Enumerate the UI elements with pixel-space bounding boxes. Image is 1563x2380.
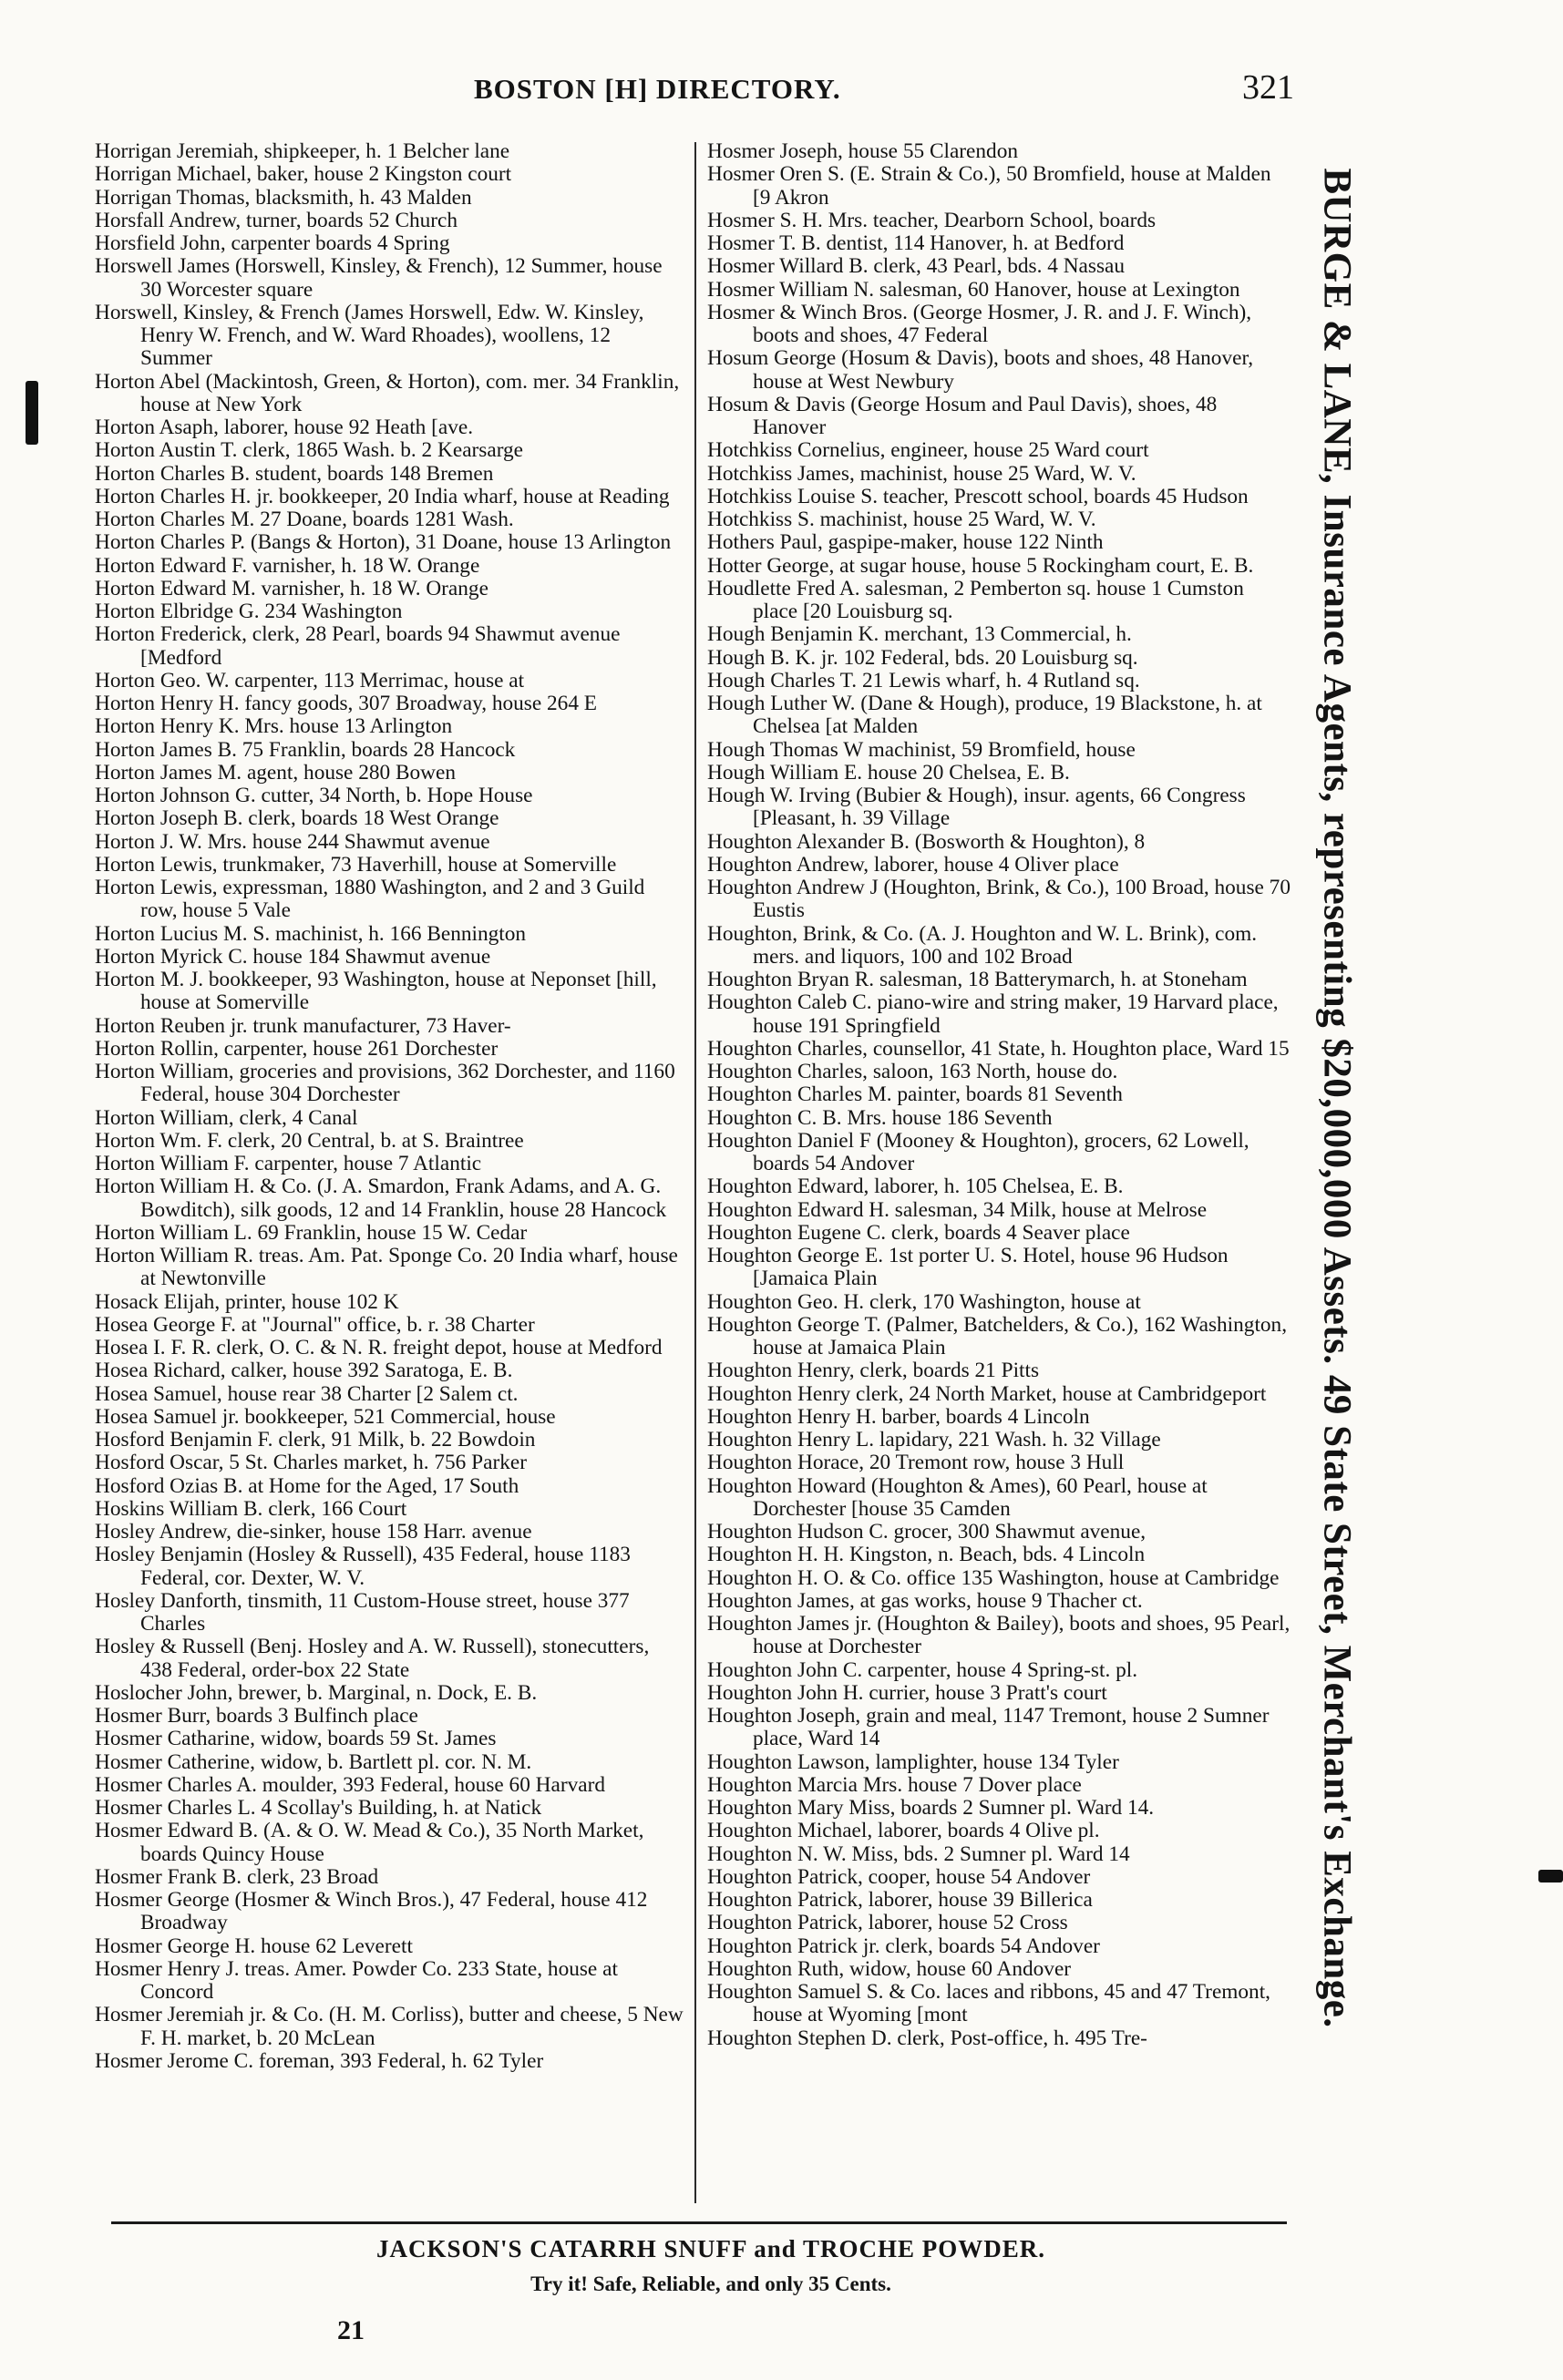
directory-entry: Hosea Samuel, house rear 38 Charter [2 Salem ct. bbox=[95, 1381, 519, 1406]
directory-entry: Houghton H. H. Kingston, n. Beach, bds. 4 Lincoln bbox=[707, 1543, 1146, 1567]
directory-entry: Hough Benjamin K. merchant, 13 Commercial, h. bbox=[707, 622, 1132, 647]
directory-entry: Hosford Oscar, 5 St. Charles market, h. 756 Parker bbox=[95, 1451, 527, 1475]
directory-entry: Hosley Benjamin (Hosley & Russell), 435 Federal, house 1183 Federal, cor. Dexter, W. V. bbox=[95, 1543, 631, 1590]
directory-entry: Hough William E. house 20 Chelsea, E. B. bbox=[707, 760, 1070, 785]
directory-entry: Hosmer Jerome C. foreman, 393 Federal, h. 62 Tyler bbox=[95, 2048, 544, 2073]
directory-entry: Horton Wm. F. clerk, 20 Central, b. at S. Braintree bbox=[95, 1128, 524, 1153]
directory-entry: Hosmer Charles A. moulder, 393 Federal, house 60 Harvard bbox=[95, 1772, 606, 1797]
directory-entry: Hosmer Henry J. treas. Amer. Powder Co. 233 State, house at Concord bbox=[95, 1956, 618, 2004]
directory-entry: Horton William R. treas. Am. Pat. Sponge Co. 20 India wharf, house at Newtonville bbox=[95, 1244, 678, 1291]
directory-entry: Houghton Patrick, laborer, house 52 Cross bbox=[707, 1911, 1068, 1935]
directory-entry: Houghton Daniel F (Mooney & Houghton), grocers, 62 Lowell, boards 54 Andover bbox=[707, 1128, 1249, 1175]
directory-entry: Hosack Elijah, printer, house 102 K bbox=[95, 1289, 399, 1314]
directory-entry: Houdlette Fred A. salesman, 2 Pemberton sq. house 1 Cumston place [20 Louisburg sq. bbox=[707, 576, 1244, 623]
directory-entry: Horton Charles B. student, boards 148 Bremen bbox=[95, 461, 494, 486]
directory-entry: Horswell, Kinsley, & French (James Horswell, Edw. W. Kinsley, Henry W. French, and W. Ward Rhoades), woollens, 12 Summer bbox=[95, 300, 644, 371]
directory-entry: Hotchkiss James, machinist, house 25 Ward, W. V. bbox=[707, 461, 1136, 486]
directory-entry: Hosmer S. H. Mrs. teacher, Dearborn School, boards bbox=[707, 208, 1157, 232]
directory-entry: Houghton Ruth, widow, house 60 Andover bbox=[707, 1956, 1072, 1981]
directory-entry: Houghton Patrick, cooper, house 54 Andover bbox=[707, 1864, 1091, 1889]
directory-entry: Hotchkiss Louise S. teacher, Prescott school, boards 45 Hudson bbox=[707, 484, 1249, 508]
directory-entry: Horrigan Jeremiah, shipkeeper, h. 1 Belcher lane bbox=[95, 139, 510, 163]
directory-entry: Horton Asaph, laborer, house 92 Heath [ave. bbox=[95, 415, 474, 439]
directory-entry: Horton James B. 75 Franklin, boards 28 Hancock bbox=[95, 737, 516, 762]
directory-entry: Hotchkiss S. machinist, house 25 Ward, W. V. bbox=[707, 508, 1096, 531]
directory-entry: Hosea George F. at "Journal" office, b. r. 38 Charter bbox=[95, 1312, 535, 1337]
directory-entry: Horton Abel (Mackintosh, Green, & Horton), com. mer. 34 Franklin, house at New York bbox=[95, 369, 680, 416]
directory-entry: Horton Lewis, expressman, 1880 Washington, and 2 and 3 Guild row, house 5 Vale bbox=[95, 876, 645, 923]
directory-entry: Horton M. J. bookkeeper, 93 Washington, house at Neponset [hill, house at Somerville bbox=[95, 968, 657, 1015]
directory-entry: Houghton Samuel S. & Co. laces and ribbons, 45 and 47 Tremont, house at Wyoming [mont bbox=[707, 1980, 1270, 2027]
directory-entry: Hosley Danforth, tinsmith, 11 Custom-House street, house 377 Charles bbox=[95, 1588, 630, 1636]
directory-entry: Houghton George E. 1st porter U. S. Hotel, house 96 Hudson [Jamaica Plain bbox=[707, 1244, 1229, 1291]
directory-entry: Horton Lewis, trunkmaker, 73 Haverhill, house at Somerville bbox=[95, 852, 617, 877]
directory-entry: Horton Joseph B. clerk, boards 18 West Orange bbox=[95, 806, 499, 831]
directory-entry: Hosea Richard, calker, house 392 Saratoga, E. B. bbox=[95, 1359, 513, 1383]
directory-entry: Hotchkiss Cornelius, engineer, house 25 Ward court bbox=[707, 438, 1149, 463]
directory-entry: Horton Henry H. fancy goods, 307 Broadway, house 264 E bbox=[95, 692, 598, 715]
directory-entry: Houghton N. W. Miss, bds. 2 Sumner pl. Ward 14 bbox=[707, 1841, 1130, 1866]
directory-entry: Hosmer Frank B. clerk, 23 Broad bbox=[95, 1864, 379, 1889]
directory-entry: Houghton Horace, 20 Tremont row, house 3 Hull bbox=[707, 1451, 1125, 1475]
directory-entry: Houghton Bryan R. salesman, 18 Batterymarch, h. at Stoneham bbox=[707, 968, 1248, 991]
column-divider bbox=[694, 142, 696, 2203]
directory-entry: Horton Rollin, carpenter, house 261 Dorchester bbox=[95, 1036, 499, 1061]
directory-entry: Houghton Patrick jr. clerk, boards 54 Andover bbox=[707, 1934, 1100, 1958]
directory-entry: Houghton Lawson, lamplighter, house 134 Tyler bbox=[707, 1749, 1119, 1774]
directory-entry: Houghton Joseph, grain and meal, 1147 Tremont, house 2 Sumner place, Ward 14 bbox=[707, 1704, 1270, 1751]
directory-entry: Horton Charles M. 27 Doane, boards 1281 Wash. bbox=[95, 508, 514, 531]
directory-entry: Houghton Alexander B. (Bosworth & Houghton), 8 bbox=[707, 829, 1146, 854]
directory-entry: Horsfall Andrew, turner, boards 52 Church bbox=[95, 208, 458, 232]
directory-entry: Hough Charles T. 21 Lewis wharf, h. 4 Rutland sq. bbox=[707, 668, 1140, 692]
signature-mark: 21 bbox=[337, 2315, 365, 2345]
directory-entry: Hosmer George (Hosmer & Winch Bros.), 47 Federal, house 412 Broadway bbox=[95, 1888, 648, 1935]
right-column bbox=[707, 140, 1291, 2050]
directory-entry: Hosea Samuel jr. bookkeeper, 521 Commercial, house bbox=[95, 1404, 556, 1429]
directory-entry: Horton William, clerk, 4 Canal bbox=[95, 1105, 358, 1130]
footer-advertisement-line-1: JACKSON'S CATARRH SNUFF and TROCHE POWDER. bbox=[375, 2235, 1046, 2262]
directory-entry: Horton Lucius M. S. machinist, h. 166 Bennington bbox=[95, 921, 527, 946]
directory-entry: Houghton Patrick, laborer, house 39 Billerica bbox=[707, 1888, 1093, 1912]
page-title: BOSTON [H] DIRECTORY. bbox=[474, 73, 841, 105]
directory-entry: Horton Myrick C. house 184 Shawmut avenue bbox=[95, 944, 491, 969]
directory-entry: Houghton Andrew J (Houghton, Brink, & Co.), 100 Broad, house 70 Eustis bbox=[707, 876, 1291, 923]
directory-entry: Houghton, Brink, & Co. (A. J. Houghton and W. L. Brink), com. mers. and liquors, 100 and 102 Broad bbox=[707, 921, 1258, 969]
directory-entry: Houghton Marcia Mrs. house 7 Dover place bbox=[707, 1772, 1082, 1797]
directory-entry: Horton Charles H. jr. bookkeeper, 20 India wharf, house at Reading bbox=[95, 484, 670, 508]
directory-entry: Horton Johnson G. cutter, 34 North, b. Hope House bbox=[95, 784, 533, 807]
directory-entry: Houghton Charles, saloon, 163 North, house do. bbox=[707, 1060, 1118, 1083]
directory-entry: Houghton Andrew, laborer, house 4 Oliver place bbox=[707, 852, 1119, 877]
sidebar-advertisement-text: BURGE & LANE, Insurance Agents, representing $20,000,000 Assets. 49 State Street, Merchant's Exchange. bbox=[1315, 168, 1359, 2028]
directory-entry: Hosley Andrew, die-sinker, house 158 Harr. avenue bbox=[95, 1520, 532, 1544]
directory-entry: Horton William L. 69 Franklin, house 15 W. Cedar bbox=[95, 1220, 528, 1245]
directory-entry: Horrigan Michael, baker, house 2 Kingston court bbox=[95, 162, 512, 187]
directory-entry: Horton William H. & Co. (J. A. Smardon, Frank Adams, and A. G. Bowditch), silk goods, 12 and 14 Franklin, house 28 Hancock bbox=[95, 1175, 667, 1222]
directory-entry: Hotter George, at sugar house, house 5 Rockingham court, E. B. bbox=[707, 553, 1254, 578]
directory-entry: Houghton Edward, laborer, h. 105 Chelsea, E. B. bbox=[707, 1175, 1124, 1199]
directory-entry: Hosmer Burr, boards 3 Bulfinch place bbox=[95, 1704, 418, 1728]
directory-entry: Hosmer Charles L. 4 Scollay's Building, h. at Natick bbox=[95, 1796, 542, 1820]
directory-entry: Hosmer Joseph, house 55 Clarendon bbox=[707, 139, 1018, 163]
directory-entry: Houghton George T. (Palmer, Batchelders, & Co.), 162 Washington, house at Jamaica Plain bbox=[707, 1312, 1288, 1359]
directory-entry: Hosford Benjamin F. clerk, 91 Milk, b. 22 Bowdoin bbox=[95, 1428, 536, 1452]
directory-entry: Horton J. W. Mrs. house 244 Shawmut avenue bbox=[95, 829, 490, 854]
directory-entry: Houghton Edward H. salesman, 34 Milk, house at Melrose bbox=[707, 1197, 1208, 1222]
margin-mark-right bbox=[1538, 1870, 1563, 1882]
directory-entry: Houghton John H. currier, house 3 Pratt's court bbox=[707, 1680, 1107, 1705]
directory-entry: Houghton Mary Miss, boards 2 Sumner pl. Ward 14. bbox=[707, 1796, 1155, 1820]
directory-entry: Hoslocher John, brewer, b. Marginal, n. Dock, E. B. bbox=[95, 1680, 538, 1705]
directory-entry: Hough Luther W. (Dane & Hough), produce, 19 Blackstone, h. at Chelsea [at Malden bbox=[707, 692, 1262, 739]
directory-entry: Houghton Henry, clerk, boards 21 Pitts bbox=[707, 1359, 1040, 1383]
directory-entry: Hosmer George H. house 62 Leverett bbox=[95, 1934, 413, 1958]
directory-entry: Horton William F. carpenter, house 7 Atlantic bbox=[95, 1152, 482, 1175]
margin-mark-left bbox=[26, 381, 38, 445]
directory-entry: Hosmer Oren S. (E. Strain & Co.), 50 Bromfield, house at Malden [9 Akron bbox=[707, 162, 1271, 210]
directory-entry: Horton Geo. W. carpenter, 113 Merrimac, house at bbox=[95, 668, 525, 692]
directory-entry: Houghton James jr. (Houghton & Bailey), boots and shoes, 95 Pearl, house at Dorchester bbox=[707, 1612, 1291, 1659]
footer-rule bbox=[111, 2221, 1287, 2224]
directory-entry: Houghton James, at gas works, house 9 Thacher ct. bbox=[707, 1588, 1143, 1613]
left-column bbox=[95, 140, 685, 2073]
directory-entry: Hosmer Edward B. (A. & O. W. Mead & Co.), 35 North Market, boards Quincy House bbox=[95, 1819, 644, 1866]
directory-entry: Hosmer T. B. dentist, 114 Hanover, h. at Bedford bbox=[707, 231, 1125, 255]
directory-entry: Hosum & Davis (George Hosum and Paul Davis), shoes, 48 Hanover bbox=[707, 392, 1218, 439]
directory-entry: Horton James M. agent, house 280 Bowen bbox=[95, 760, 456, 785]
directory-entry: Hosmer & Winch Bros. (George Hosmer, J. R. and J. F. Winch), boots and shoes, 47 Federal bbox=[707, 300, 1252, 347]
directory-entry: Houghton Caleb C. piano-wire and string maker, 19 Harvard place, house 191 Springfield bbox=[707, 990, 1279, 1038]
directory-entry: Horton Edward M. varnisher, h. 18 W. Orange bbox=[95, 576, 488, 600]
directory-entry: Houghton C. B. Mrs. house 186 Seventh bbox=[707, 1105, 1053, 1130]
directory-entry: Horton Frederick, clerk, 28 Pearl, boards 94 Shawmut avenue [Medford bbox=[95, 622, 621, 670]
directory-entry: Horrigan Thomas, blacksmith, h. 43 Malden bbox=[95, 185, 472, 210]
directory-entry: Hosley & Russell (Benj. Hosley and A. W. Russell), stonecutters, 438 Federal, order-box 22 State bbox=[95, 1635, 650, 1682]
directory-entry: Houghton Henry H. barber, boards 4 Lincoln bbox=[707, 1404, 1090, 1429]
directory-entry: Houghton Geo. H. clerk, 170 Washington, house at bbox=[707, 1289, 1141, 1314]
directory-entry: Horsfield John, carpenter boards 4 Spring bbox=[95, 231, 450, 255]
page-number: 321 bbox=[1242, 68, 1294, 107]
directory-entry: Houghton Michael, laborer, boards 4 Olive pl. bbox=[707, 1819, 1100, 1843]
directory-entry: Houghton Henry clerk, 24 North Market, house at Cambridgeport bbox=[707, 1381, 1267, 1406]
directory-entry: Houghton Charles M. painter, boards 81 Seventh bbox=[707, 1082, 1123, 1107]
directory-entry: Hoskins William B. clerk, 166 Court bbox=[95, 1496, 407, 1521]
directory-entry: Horton Austin T. clerk, 1865 Wash. b. 2 Kearsarge bbox=[95, 438, 524, 463]
directory-entry: Horton Reuben jr. trunk manufacturer, 73 Haver- bbox=[95, 1013, 511, 1038]
directory-entry: Hothers Paul, gaspipe-maker, house 122 Ninth bbox=[707, 530, 1104, 555]
directory-entry: Houghton Stephen D. clerk, Post-office, h. 495 Tre- bbox=[707, 2026, 1147, 2050]
directory-entry: Hough Thomas W machinist, 59 Bromfield, house bbox=[707, 737, 1136, 762]
directory-entry: Houghton Henry L. lapidary, 221 Wash. h. 32 Village bbox=[707, 1428, 1161, 1452]
directory-entry: Houghton Charles, counsellor, 41 State, h. Houghton place, Ward 15 bbox=[707, 1036, 1290, 1061]
directory-entry: Houghton Eugene C. clerk, boards 4 Seaver place bbox=[707, 1220, 1130, 1245]
directory-entry: Horton Elbridge G. 234 Washington bbox=[95, 600, 403, 623]
directory-entry: Hosea I. F. R. clerk, O. C. & N. R. freight depot, house at Medford bbox=[95, 1336, 663, 1359]
directory-entry: Hosmer Catherine, widow, b. Bartlett pl. cor. N. M. bbox=[95, 1749, 532, 1774]
directory-entry: Hosum George (Hosum & Davis), boots and shoes, 48 Hanover, house at West Newbury bbox=[707, 346, 1254, 394]
sidebar-advertisement bbox=[1305, 168, 1369, 2028]
footer-advertisement-line-2: Try it! Safe, Reliable, and only 35 Cents. bbox=[530, 2272, 891, 2295]
directory-entry: Hosmer William N. salesman, 60 Hanover, house at Lexington bbox=[707, 277, 1240, 302]
directory-entry: Horton Henry K. Mrs. house 13 Arlington bbox=[95, 714, 453, 739]
directory-entry: Houghton Hudson C. grocer, 300 Shawmut avenue, bbox=[707, 1520, 1147, 1544]
directory-entry: Houghton John C. carpenter, house 4 Spring-st. pl. bbox=[707, 1657, 1138, 1682]
directory-entry: Hosford Ozias B. at Home for the Aged, 17 South bbox=[95, 1473, 519, 1498]
directory-entry: Hosmer Willard B. clerk, 43 Pearl, bds. 4 Nassau bbox=[707, 254, 1126, 279]
page-header bbox=[474, 68, 1294, 124]
directory-entry: Hough B. K. jr. 102 Federal, bds. 20 Louisburg sq. bbox=[707, 645, 1138, 670]
directory-entry: Horton Edward F. varnisher, h. 18 W. Orange bbox=[95, 553, 480, 578]
directory-entry: Hough W. Irving (Bubier & Hough), insur. agents, 66 Congress [Pleasant, h. 39 Village bbox=[707, 784, 1246, 831]
directory-entry: Horton Charles P. (Bangs & Horton), 31 Doane, house 13 Arlington bbox=[95, 530, 672, 555]
directory-entry: Hosmer Jeremiah jr. & Co. (H. M. Corliss), butter and cheese, 5 New F. H. market, b. 20 McLean bbox=[95, 2003, 684, 2050]
directory-entry: Horton William, groceries and provisions, 362 Dorchester, and 1160 Federal, house 304 Dorchester bbox=[95, 1060, 675, 1107]
directory-entry: Horswell James (Horswell, Kinsley, & French), 12 Summer, house 30 Worcester square bbox=[95, 254, 663, 302]
directory-entry: Houghton Howard (Houghton & Ames), 60 Pearl, house at Dorchester [house 35 Camden bbox=[707, 1473, 1208, 1521]
directory-entry: Houghton H. O. & Co. office 135 Washington, house at Cambridge bbox=[707, 1565, 1280, 1590]
directory-entry: Hosmer Catharine, widow, boards 59 St. James bbox=[95, 1727, 497, 1751]
